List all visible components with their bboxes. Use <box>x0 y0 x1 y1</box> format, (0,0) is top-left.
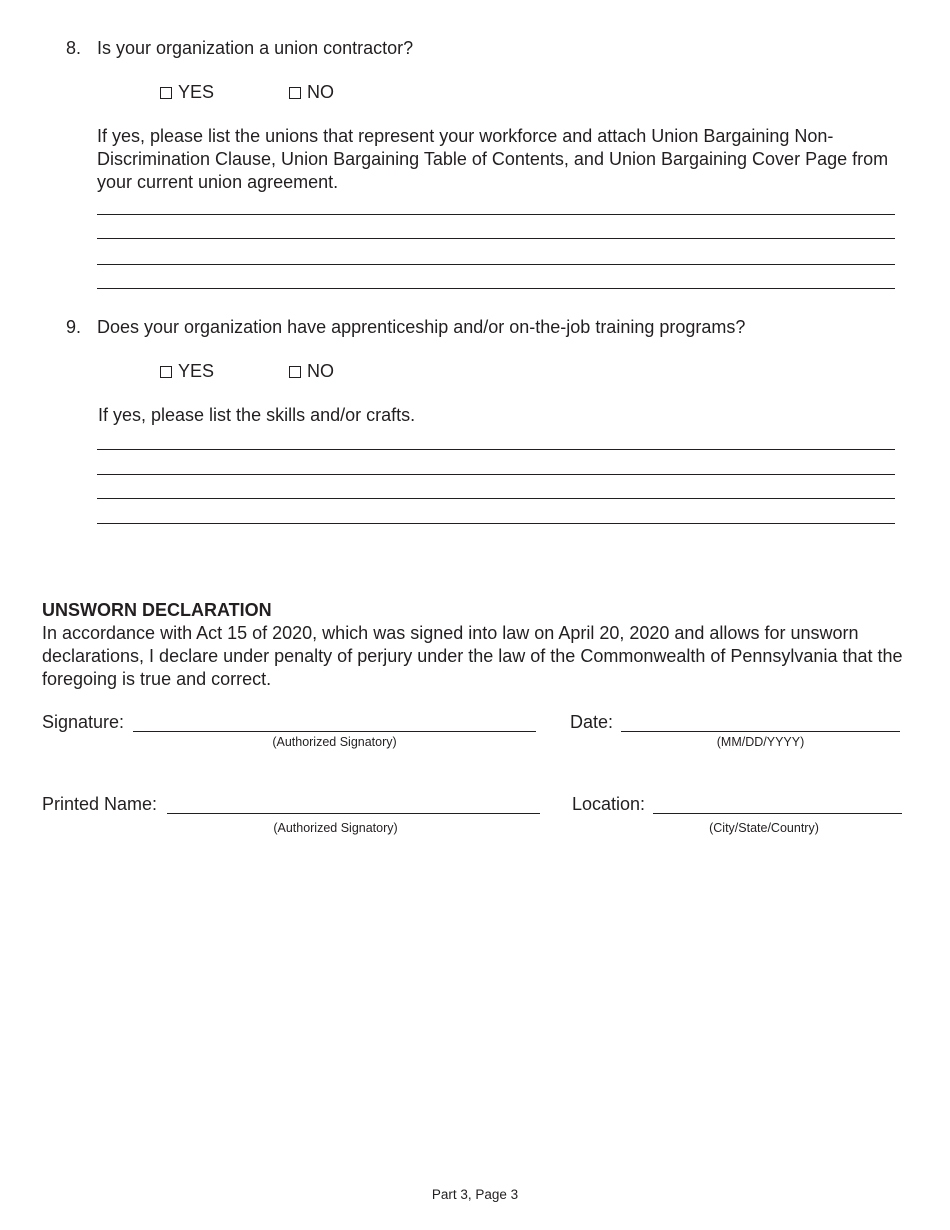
location-line[interactable] <box>653 813 902 814</box>
q8-answer-line[interactable] <box>97 264 895 265</box>
signature-line[interactable] <box>133 731 536 732</box>
q9-answer-line[interactable] <box>97 474 895 475</box>
printed-name-label: Printed Name: <box>42 794 158 814</box>
q9-answer-line[interactable] <box>97 498 895 499</box>
q8-answer-line[interactable] <box>97 238 895 239</box>
page-footer: Part 3, Page 3 <box>431 1187 519 1202</box>
q8-no-checkbox[interactable] <box>289 87 301 99</box>
location-label: Location: <box>572 794 646 814</box>
printed-name-caption: (Authorized Signatory) <box>273 821 398 835</box>
q8-question: Is your organization a union contractor? <box>97 38 414 58</box>
q8-answer-line[interactable] <box>97 214 895 215</box>
date-label: Date: <box>570 712 614 732</box>
declaration-body: In accordance with Act 15 of 2020, which was signed into law on April 20, 2020 and allows for unsworn declarations, I declare under penalty of perjury under the law of the Commonwealth of Pennsylvania that the foregoing is true and correct. <box>42 623 903 689</box>
q8-number: 8. <box>66 38 82 58</box>
signature-label: Signature: <box>42 712 125 732</box>
date-line[interactable] <box>621 731 900 732</box>
q9-no-checkbox[interactable] <box>289 366 301 378</box>
q9-yes-label: YES <box>178 361 215 381</box>
q9-number: 9. <box>66 317 82 337</box>
q9-answer-line[interactable] <box>97 523 895 524</box>
q9-answer-line[interactable] <box>97 449 895 450</box>
q9-yes-option[interactable] <box>160 361 214 382</box>
q8-no-label: NO <box>307 82 334 102</box>
q8-yes-label: YES <box>178 82 215 102</box>
q9-no-option[interactable] <box>289 361 334 382</box>
signature-caption: (Authorized Signatory) <box>272 735 397 749</box>
q9-question: Does your organization have apprenticeship and/or on-the-job training programs? <box>97 317 746 337</box>
q9-instruction: If yes, please list the skills and/or crafts. <box>98 405 416 425</box>
date-caption: (MM/DD/YYYY) <box>716 735 805 749</box>
q9-no-label: NO <box>307 361 334 381</box>
q8-yes-option[interactable] <box>160 82 214 103</box>
printed-name-line[interactable] <box>167 813 540 814</box>
q8-no-option[interactable] <box>289 82 334 103</box>
q8-answer-line[interactable] <box>97 288 895 289</box>
q8-yes-checkbox[interactable] <box>160 87 172 99</box>
q9-yes-checkbox[interactable] <box>160 366 172 378</box>
location-caption: (City/State/Country) <box>709 821 819 835</box>
q8-instruction: If yes, please list the unions that represent your workforce and attach Union Bargaining Non-Discrimination Clause, Union Bargaining Table of Contents, and Union Bargaining Cover Page from your current union agreement. <box>97 126 889 192</box>
declaration-heading: UNSWORN DECLARATION <box>42 600 272 620</box>
